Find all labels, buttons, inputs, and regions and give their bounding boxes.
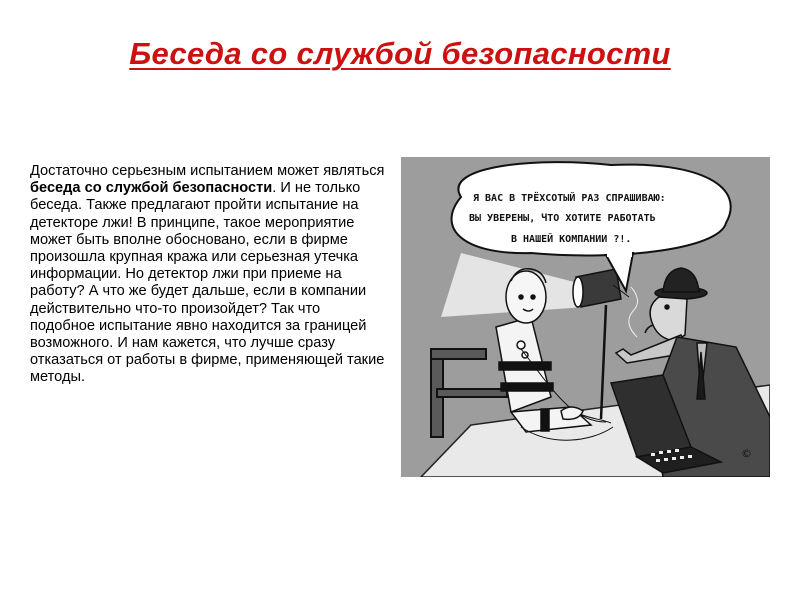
body-paragraph	[30, 163, 386, 387]
paragraph-text-end: . И не только беседа. Также предлагают пройти испытание на детекторе лжи! В принципе, такое мероприятие может быть вполне обосновано, если в фирме произошла крупная кража или серьезная утечка информации. Но детектор лжи при приеме на работу? А что же будет дальше, если в компании действительно что-то произойдет? Так что подобное испытание явно находится за границей возможного. И нам кажется, что лучше сразу отказаться от работы в фирме, применяющей такие методы.	[30, 180, 385, 386]
speech-line-3: В НАШЕЙ КОМПАНИИ ?!.	[511, 234, 632, 245]
polygraph-cartoon-image	[401, 157, 770, 477]
slide-title: Беседа со службой безопасности	[129, 36, 671, 71]
speech-line-2: ВЫ УВЕРЕНЫ, ЧТО ХОТИТЕ РАБОТАТЬ	[469, 213, 656, 224]
paragraph-text-start: Достаточно серьезным испытанием может являться	[30, 163, 385, 179]
paragraph-bold-phrase: беседа со службой безопасности	[30, 180, 273, 197]
artist-signature: ©	[741, 447, 752, 460]
speech-line-1: Я ВАС В ТРЁХСОТЫЙ РАЗ СПРАШИВАЮ:	[473, 193, 666, 204]
